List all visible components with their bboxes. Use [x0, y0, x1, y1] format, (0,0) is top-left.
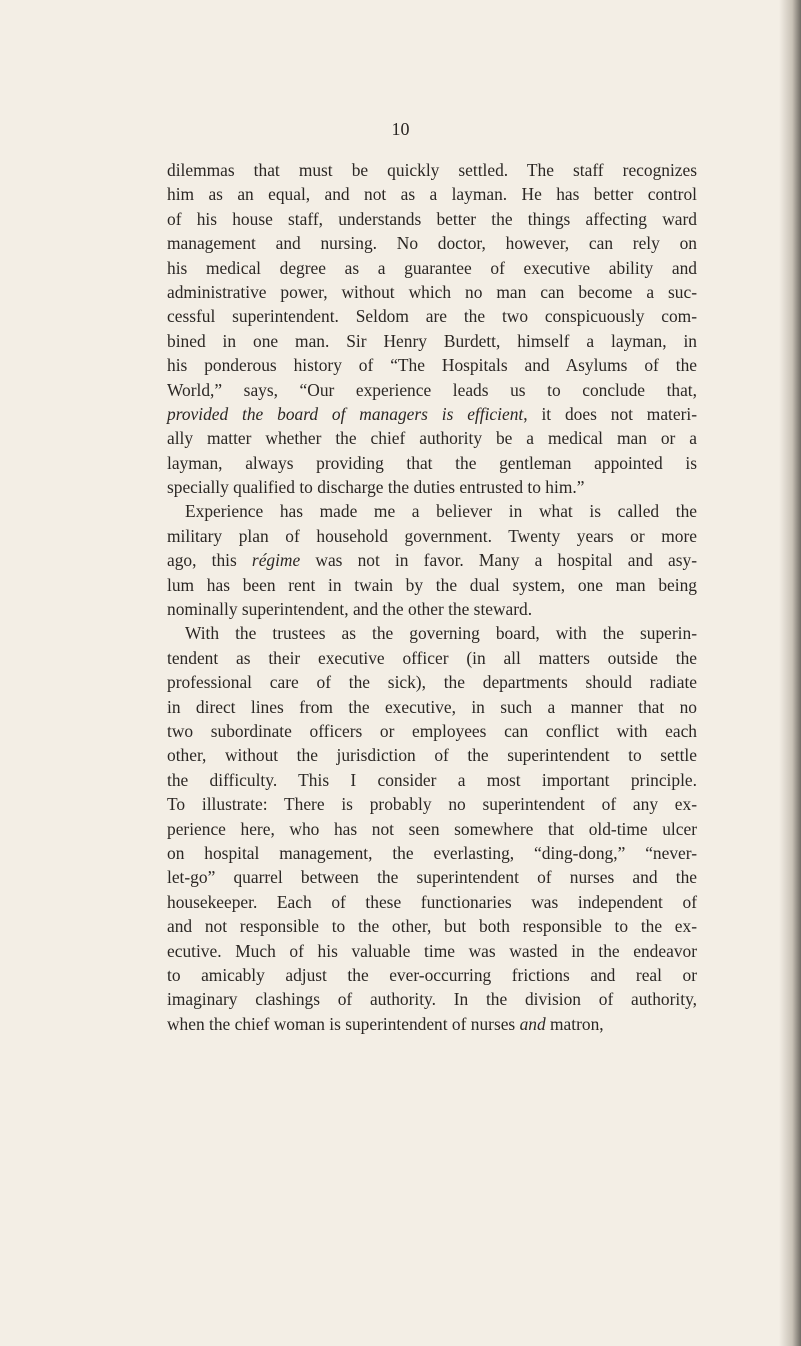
- text-line: cessful superintendent. Seldom are the two conspicuously com-: [167, 306, 697, 327]
- text-line-with-italic: [167, 1012, 697, 1036]
- text-line-with-italic: [167, 402, 697, 426]
- text-line: bined in one man. Sir Henry Burdett, himself a layman, in: [167, 330, 697, 351]
- text-line: tendent as their executive officer (in all matters outside the: [167, 647, 697, 668]
- text-line-with-italic: [167, 548, 697, 572]
- text-line: on hospital management, the everlasting, “ding-dong,” “never-: [167, 842, 697, 863]
- italic-phrase: provided the board of managers is efficient: [167, 403, 524, 424]
- text-line: his ponderous history of “The Hospitals and Asylums of the: [167, 355, 697, 376]
- text-fragment: when the chief woman is superintendent of nurses: [167, 1013, 520, 1034]
- text-line: To illustrate: There is probably no superintendent of any ex-: [167, 794, 697, 815]
- text-line: to amicably adjust the ever-occurring frictions and real or: [167, 964, 697, 985]
- text-line: ally matter whether the chief authority be a medical man or a: [167, 428, 697, 449]
- text-line: layman, always providing that the gentleman appointed is: [167, 452, 697, 473]
- text-line: administrative power, without which no man can become a suc-: [167, 281, 697, 302]
- text-line: let-go” quarrel between the superintendent of nurses and the: [167, 867, 697, 888]
- text-line: World,” says, “Our experience leads us to conclude that,: [167, 379, 697, 400]
- italic-word: and: [519, 1013, 546, 1034]
- text-line: management and nursing. No doctor, however, can rely on: [167, 233, 697, 254]
- text-line: imaginary clashings of authority. In the division of authority,: [167, 989, 697, 1010]
- text-line: lum has been rent in twain by the dual system, one man being: [167, 574, 697, 595]
- text-line: him as an equal, and not as a layman. He has better control: [167, 184, 697, 205]
- page-number: 10: [391, 119, 410, 139]
- text-fragment: ago, this: [167, 550, 252, 571]
- text-fragment: , it does not materi-: [523, 403, 698, 424]
- text-line: Experience has made me a believer in what is called the: [185, 501, 697, 522]
- text-line: of his house staff, understands better the things affecting ward: [167, 208, 697, 229]
- body-text: [167, 158, 697, 1036]
- text-line: specially qualified to discharge the duties entrusted to him.”: [167, 477, 585, 498]
- text-fragment: was not in favor. Many a hospital and asy-: [300, 550, 698, 571]
- page-edge-shadow: [779, 0, 801, 1346]
- text-line: and not responsible to the other, but both responsible to the ex-: [167, 916, 697, 937]
- text-line: military plan of household government. Twenty years or more: [167, 525, 697, 546]
- text-line: housekeeper. Each of these functionaries was independent of: [167, 891, 697, 912]
- text-line: the difficulty. This I consider a most important principle.: [167, 769, 697, 790]
- text-line: nominally superintendent, and the other the steward.: [167, 599, 533, 620]
- text-line: perience here, who has not seen somewhere that old-time ulcer: [167, 818, 697, 839]
- text-line: With the trustees as the governing board, with the superin-: [185, 623, 697, 644]
- text-line: two subordinate officers or employees can conflict with each: [167, 720, 697, 741]
- text-line: his medical degree as a guarantee of executive ability and: [167, 257, 697, 278]
- text-fragment: matron,: [545, 1013, 604, 1034]
- text-line: dilemmas that must be quickly settled. The staff recognizes: [167, 160, 697, 180]
- text-line: in direct lines from the executive, in such a manner that no: [167, 696, 697, 717]
- text-line: other, without the jurisdiction of the superintendent to settle: [167, 745, 697, 766]
- text-line: professional care of the sick), the departments should radiate: [167, 672, 697, 693]
- italic-word: régime: [251, 550, 301, 571]
- text-line: ecutive. Much of his valuable time was wasted in the endeavor: [167, 940, 697, 961]
